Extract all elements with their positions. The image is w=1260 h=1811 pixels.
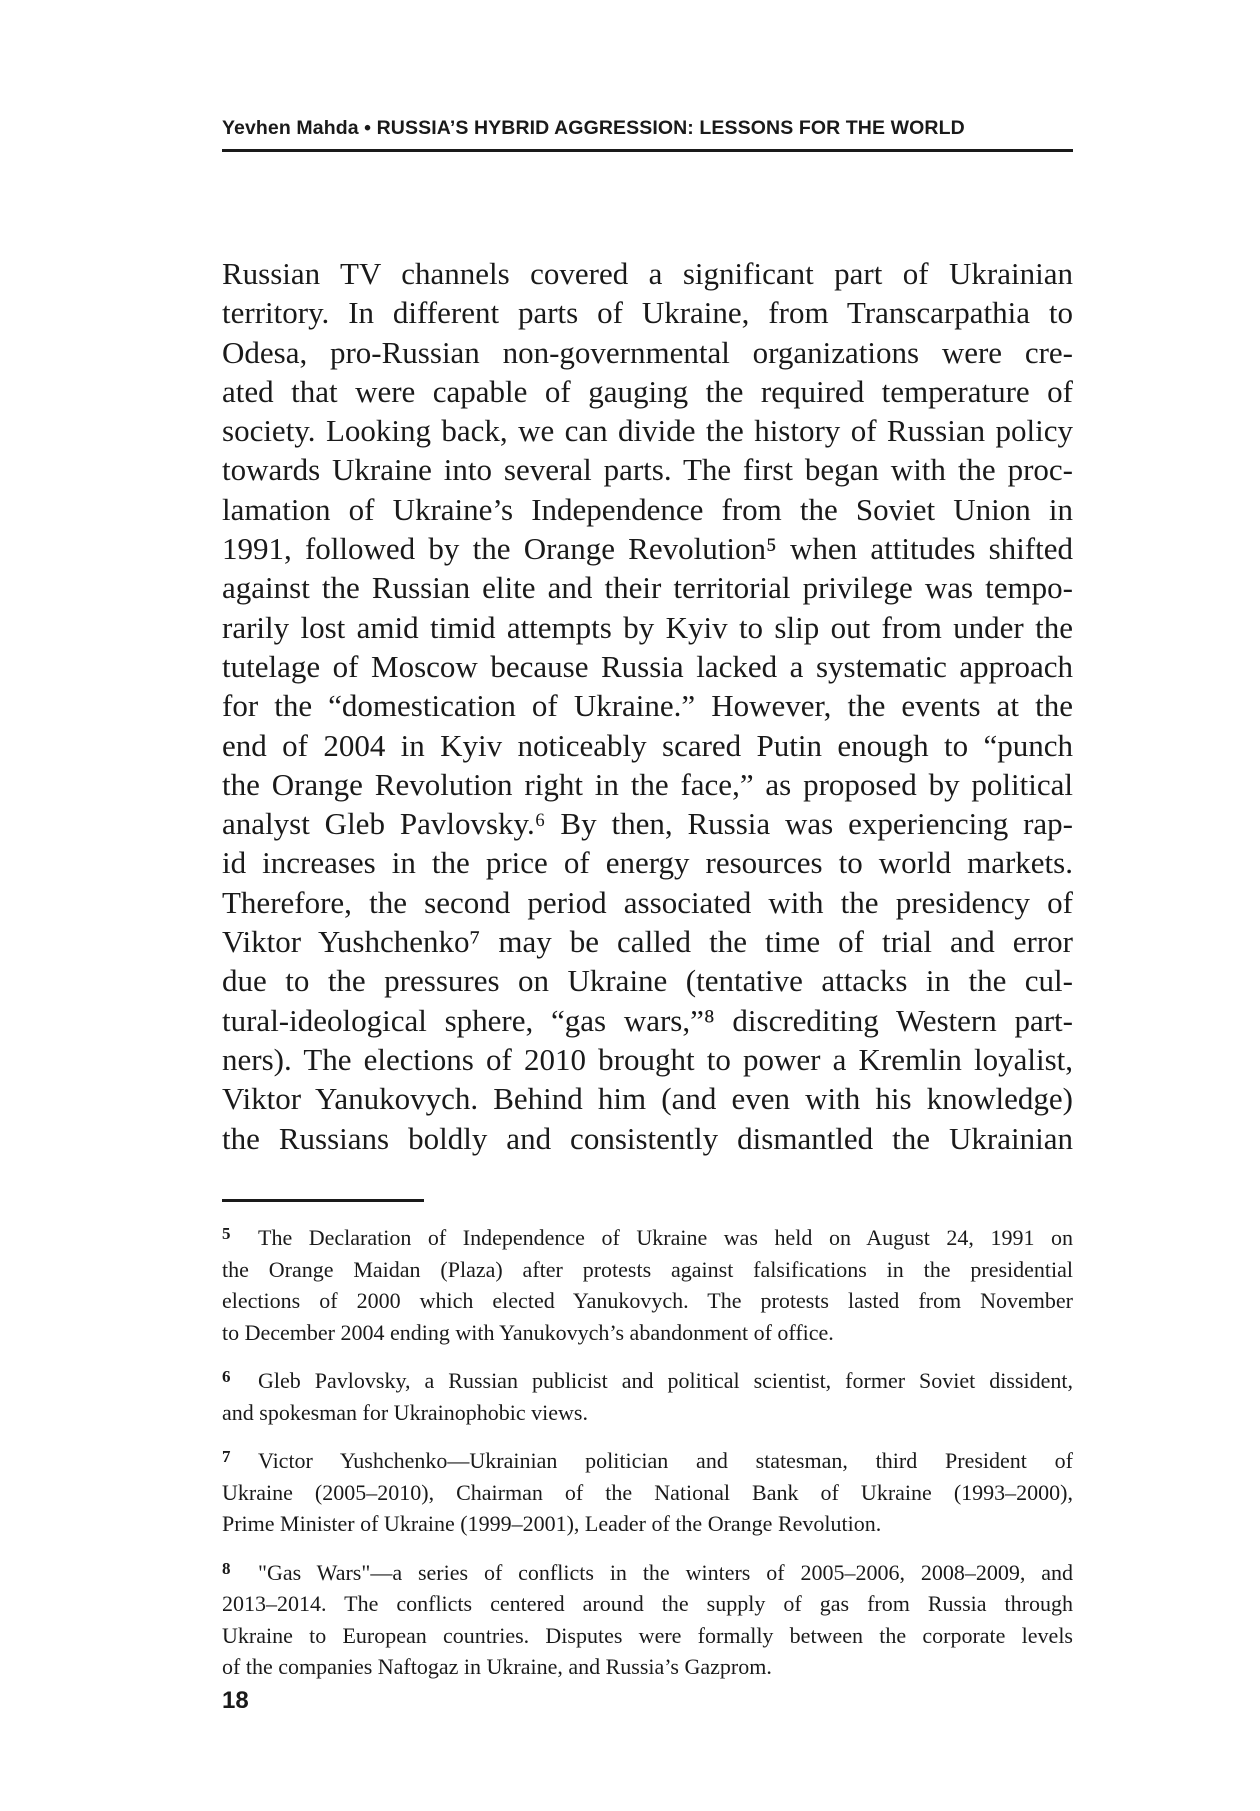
body-line: Therefore, the second period associated with the presidency of	[222, 884, 1073, 920]
body-line: territory. In different parts of Ukraine, from Transcarpathia to	[222, 295, 1073, 331]
footnote-8: 8 "Gas Wars"—a series of conflicts in the winters of 2005–2006, 2008–2009, and 2013–2014. The conflicts centered around the supply of gas from Russia through Ukraine to European countries. Disputes were formally between the corporate levels of the companies Naftogaz in Ukraine, and Russia’s Gazprom.	[222, 1557, 1073, 1683]
body-line: Odesa, pro-Russian non-governmental organizations were cre-	[222, 334, 1073, 370]
body-line: ners). The elections of 2010 brought to power a Kremlin loyalist,	[222, 1041, 1073, 1077]
body-text	[222, 254, 1073, 1158]
footnotes	[222, 1222, 1073, 1700]
footnote-text: 2013–2014. The conflicts centered around the supply of gas from Russia through	[222, 1591, 1073, 1616]
footnote-text: of the companies Naftogaz in Ukraine, and Russia’s Gazprom.	[222, 1654, 772, 1679]
body-line: id increases in the price of energy resources to world markets.	[222, 845, 1073, 881]
body-line: ated that were capable of gauging the required temperature of	[222, 373, 1073, 409]
footnote-text: to December 2004 ending with Yanukovych’s abandonment of office.	[222, 1319, 834, 1345]
footnote-text: and spokesman for Ukrainophobic views.	[222, 1399, 588, 1425]
body-line: rarily lost amid timid attempts by Kyiv to slip out from under the	[222, 609, 1073, 645]
running-head: Yevhen Mahda • RUSSIA’S HYBRID AGGRESSION: LESSONS FOR THE WORLD	[222, 117, 965, 139]
footnote-text: Victor Yushchenko—Ukrainian politician and statesman, third President of	[258, 1448, 1073, 1473]
footnote-rule	[222, 1199, 424, 1202]
header-rule	[222, 149, 1073, 152]
footnote-text: elections of 2000 which elected Yanukovych. The protests lasted from November	[222, 1288, 1073, 1313]
footnote-text: Prime Minister of Ukraine (1999–2001), Leader of the Orange Revolution.	[222, 1511, 882, 1536]
footnote-text: the Orange Maidan (Plaza) after protests against falsifications in the presidential	[222, 1256, 1073, 1282]
body-line: tutelage of Moscow because Russia lacked a systematic approach	[222, 648, 1073, 684]
body-line: due to the pressures on Ukraine (tentative attacks in the cul-	[222, 963, 1073, 999]
footnote-7: 7 Victor Yushchenko—Ukrainian politician and statesman, third President of Ukraine (2005–2010), Chairman of the National Bank of Ukraine (1993–2000), Prime Minister of Ukraine (1999–2001), Leader of the Orange Revolution.	[222, 1445, 1073, 1540]
footnote-text: Gleb Pavlovsky, a Russian publicist and political scientist, former Soviet dissident,	[258, 1368, 1073, 1393]
footnote-text: Ukraine to European countries. Disputes were formally between the corporate levels	[222, 1622, 1073, 1648]
body-line: the Russians boldly and consistently dismantled the Ukrainian	[222, 1120, 1073, 1156]
body-line: Viktor Yushchenko⁷ may be called the time of trial and error	[222, 924, 1073, 960]
footnote-6: 6 Gleb Pavlovsky, a Russian publicist and political scientist, former Soviet dissident, and spokesman for Ukrainophobic views.	[222, 1365, 1073, 1428]
body-line: Russian TV channels covered a significant part of Ukrainian	[222, 256, 1073, 291]
body-line: the Orange Revolution right in the face,” as proposed by political	[222, 766, 1073, 802]
body-line: towards Ukraine into several parts. The first began with the proc-	[222, 452, 1073, 488]
body-line: tural-ideological sphere, “gas wars,”⁸ discrediting Western part-	[222, 1002, 1073, 1038]
body-line: analyst Gleb Pavlovsky.⁶ By then, Russia was experiencing rap-	[222, 806, 1073, 842]
body-line: lamation of Ukraine’s Independence from the Soviet Union in	[222, 491, 1073, 527]
body-line: end of 2004 in Kyiv noticeably scared Putin enough to “punch	[222, 727, 1073, 763]
body-line: Viktor Yanukovych. Behind him (and even with his knowledge)	[222, 1081, 1073, 1117]
footnote-5: 5 The Declaration of Independence of Ukraine was held on August 24, 1991 on the Orange Maidan (Plaza) after protests against falsifications in the presidential elections of 2000 which elected Yanukovych. The protests lasted from November to December 2004 ending with Yanukovych’s abandonment of office.	[222, 1222, 1073, 1348]
footnote-text: "Gas Wars"—a series of conflicts in the winters of 2005–2006, 2008–2009, and	[258, 1559, 1073, 1585]
footnote-text: Ukraine (2005–2010), Chairman of the National Bank of Ukraine (1993–2000),	[222, 1479, 1073, 1505]
footnote-text: The Declaration of Independence of Ukraine was held on August 24, 1991 on	[258, 1225, 1073, 1250]
body-line: society. Looking back, we can divide the history of Russian policy	[222, 413, 1073, 449]
body-line: 1991, followed by the Orange Revolution⁵ when attitudes shifted	[222, 531, 1073, 567]
body-line: against the Russian elite and their territorial privilege was tempo-	[222, 570, 1073, 606]
page-number: 18	[222, 1687, 249, 1714]
body-line: for the “domestication of Ukraine.” However, the events at the	[222, 688, 1073, 724]
